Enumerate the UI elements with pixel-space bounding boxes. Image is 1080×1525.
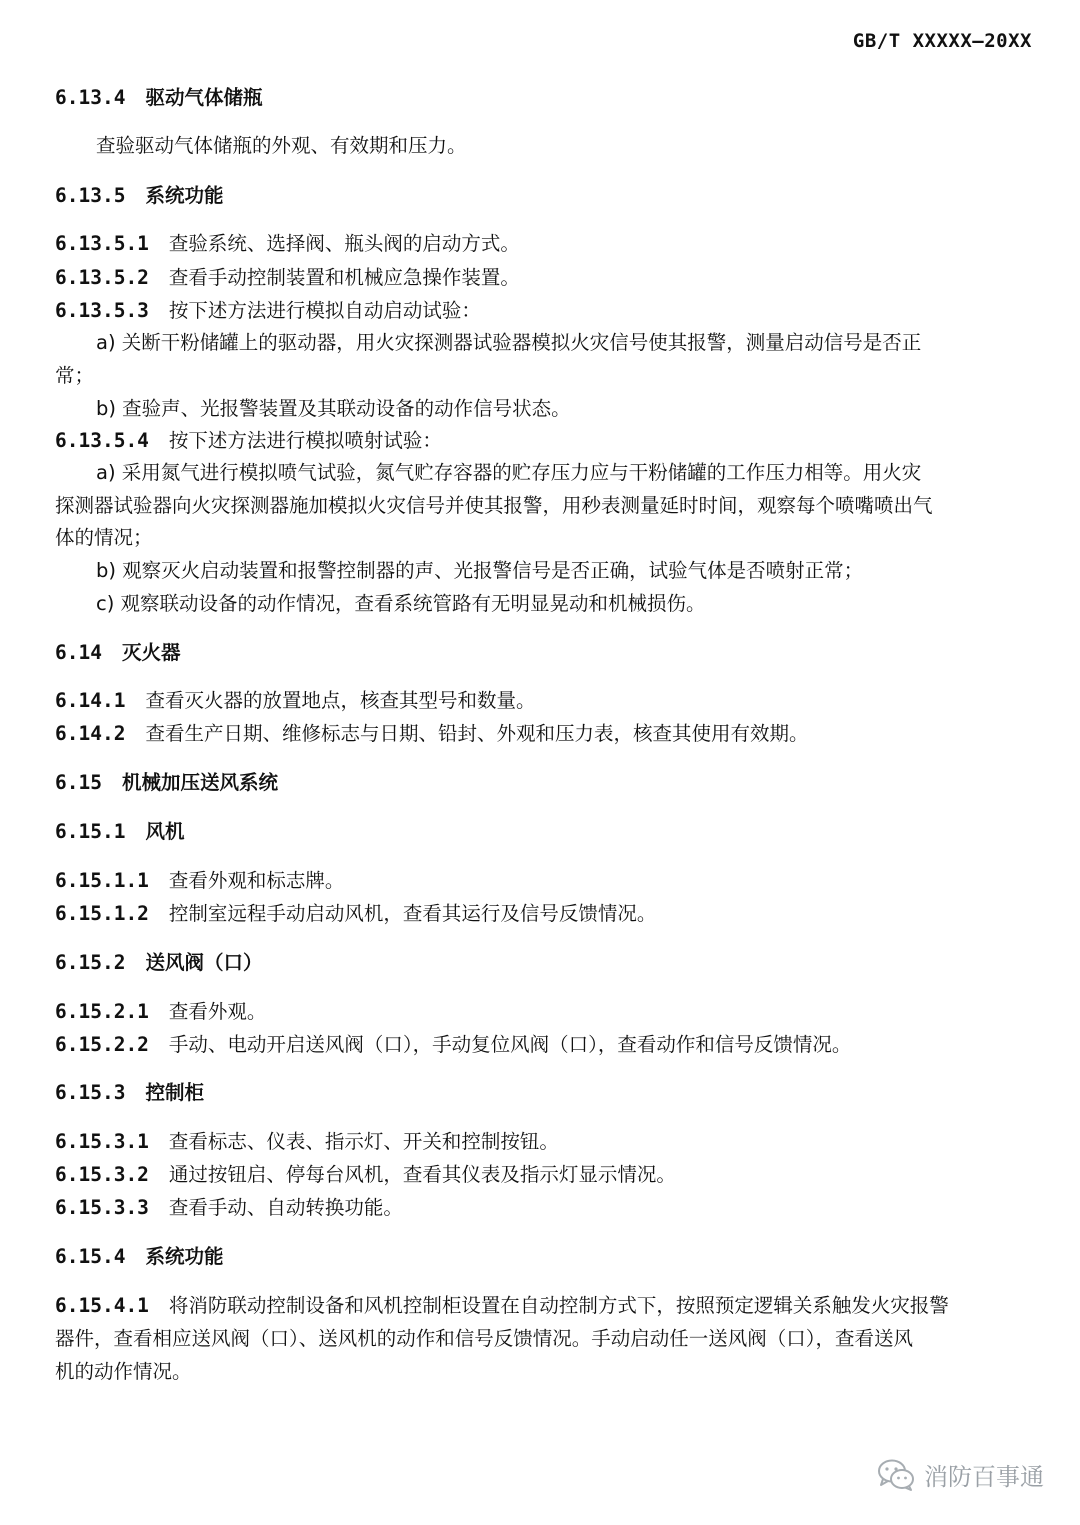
clause-number: 6.13.5.1 xyxy=(55,232,149,255)
section-number: 6.15.2 xyxy=(55,951,126,974)
section-title: 机械加压送风系统 xyxy=(121,771,278,794)
clause-number: 6.15.2.1 xyxy=(55,1000,149,1023)
section-number: 6.15.1 xyxy=(55,820,126,843)
section-heading xyxy=(55,82,1032,114)
section-title: 系统功能 xyxy=(145,1245,224,1268)
clause-text: 查验系统、选择阀、瓶头阀的启动方式。 xyxy=(168,232,520,255)
clause xyxy=(55,865,1032,897)
clause xyxy=(55,898,1032,930)
section-number: 6.15 xyxy=(55,771,102,794)
clause-number: 6.15.1.2 xyxy=(55,902,149,925)
clause-text: 查看手动控制装置和机械应急操作装置。 xyxy=(168,266,520,289)
clause xyxy=(55,295,1032,327)
section-heading xyxy=(55,1241,1032,1273)
section-number: 6.15.3 xyxy=(55,1081,126,1104)
clause-text: 将消防联动控制设备和风机控制柜设置在自动控制方式下，按照预定逻辑关系触发火灾报警 xyxy=(168,1294,949,1317)
clause xyxy=(55,1029,1032,1061)
section-heading xyxy=(55,816,1032,848)
clause-continuation: 机的动作情况。 xyxy=(55,1360,192,1383)
section-number: 6.13.4 xyxy=(55,86,126,109)
paragraph: 查验驱动气体储瓶的外观、有效期和压力。 xyxy=(96,134,467,157)
list-item-continuation: 体的情况； xyxy=(55,526,153,549)
wechat-icon xyxy=(876,1458,916,1492)
section-heading xyxy=(55,767,1032,799)
list-item: b) 观察灭火启动装置和报警控制器的声、光报警信号是否正确，试验气体是否喷射正常； xyxy=(96,559,864,582)
watermark-text: 消防百事通 xyxy=(924,1463,1044,1491)
section-number: 6.13.5 xyxy=(55,184,126,207)
clause-number: 6.13.5.3 xyxy=(55,299,149,322)
clause xyxy=(55,1290,1032,1322)
list-item: c) 观察联动设备的动作情况，查看系统管路有无明显晃动和机械损伤。 xyxy=(96,592,706,615)
section-title: 系统功能 xyxy=(145,184,224,207)
clause xyxy=(55,425,1032,457)
section-number: 6.15.4 xyxy=(55,1245,126,1268)
section-heading xyxy=(55,180,1032,212)
clause-number: 6.15.1.1 xyxy=(55,869,149,892)
clause xyxy=(55,1126,1032,1158)
clause-text: 按下述方法进行模拟自动启动试验： xyxy=(168,299,481,322)
clause-number: 6.15.3.1 xyxy=(55,1130,149,1153)
clause-text: 查看灭火器的放置地点，核查其型号和数量。 xyxy=(145,689,536,712)
section-title: 控制柜 xyxy=(145,1081,204,1104)
clause xyxy=(55,1192,1032,1224)
clause xyxy=(55,996,1032,1028)
clause-number: 6.15.3.2 xyxy=(55,1163,149,1186)
clause xyxy=(55,718,1032,750)
clause-text: 查看手动、自动转换功能。 xyxy=(168,1196,403,1219)
clause xyxy=(55,262,1032,294)
list-item-continuation: 常； xyxy=(55,364,95,387)
section-number: 6.14 xyxy=(55,641,102,664)
watermark xyxy=(876,1457,1044,1492)
section-heading xyxy=(55,947,1032,979)
clause-text: 查看外观。 xyxy=(168,1000,267,1023)
clause xyxy=(55,685,1032,717)
section-title: 驱动气体储瓶 xyxy=(145,86,263,109)
list-item: b) 查验声、光报警装置及其联动设备的动作信号状态。 xyxy=(96,397,571,420)
clause-text: 控制室远程手动启动风机，查看其运行及信号反馈情况。 xyxy=(168,902,657,925)
clause-text: 手动、电动开启送风阀（口），手动复位风阀（口），查看动作和信号反馈情况。 xyxy=(168,1033,852,1056)
section-title: 灭火器 xyxy=(121,641,181,664)
clause xyxy=(55,1159,1032,1191)
clause-number: 6.15.2.2 xyxy=(55,1033,149,1056)
clause-text: 通过按钮启、停每台风机，查看其仪表及指示灯显示情况。 xyxy=(168,1163,676,1186)
list-item: a) 采用氮气进行模拟喷气试验，氮气贮存容器的贮存压力应与干粉储罐的工作压力相等。用火灾 xyxy=(96,461,922,484)
clause-number: 6.14.1 xyxy=(55,689,126,712)
clause xyxy=(55,228,1032,260)
section-heading xyxy=(55,637,1032,669)
clause-number: 6.14.2 xyxy=(55,722,126,745)
clause-number: 6.15.4.1 xyxy=(55,1294,149,1317)
clause-continuation: 器件，查看相应送风阀（口）、送风机的动作和信号反馈情况。手动启动任一送风阀（口），查看送风 xyxy=(55,1327,914,1350)
document-code: GB/T XXXXX—20XX xyxy=(852,30,1032,52)
clause-number: 6.15.3.3 xyxy=(55,1196,149,1219)
list-item-continuation: 探测器试验器向火灾探测器施加模拟火灾信号并使其报警，用秒表测量延时时间，观察每个喷嘴喷出气 xyxy=(55,494,933,517)
section-heading xyxy=(55,1077,1032,1109)
clause-text: 查看外观和标志牌。 xyxy=(168,869,345,892)
clause-text: 查看标志、仪表、指示灯、开关和控制按钮。 xyxy=(168,1130,559,1153)
clause-text: 查看生产日期、维修标志与日期、铅封、外观和压力表，核查其使用有效期。 xyxy=(145,722,809,745)
list-item: a) 关断干粉储罐上的驱动器，用火灾探测器试验器模拟火灾信号使其报警，测量启动信号是否正 xyxy=(96,331,922,354)
clause-number: 6.13.5.2 xyxy=(55,266,149,289)
clause-number: 6.13.5.4 xyxy=(55,429,149,452)
clause-text: 按下述方法进行模拟喷射试验： xyxy=(168,429,442,452)
section-title: 风机 xyxy=(145,820,185,843)
section-title: 送风阀（口） xyxy=(145,951,263,974)
